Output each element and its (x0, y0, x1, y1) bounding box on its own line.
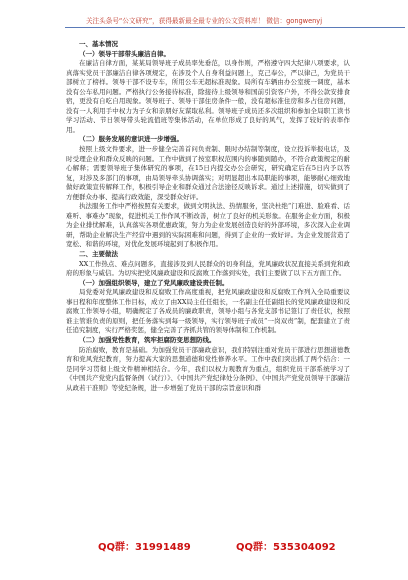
footer (0, 538, 408, 554)
body-paragraph: 防治腐败，教育是基础。为加强党员干部廉政意识，我们特别注重对党员干部进行思想道德教育和党风党纪教育，努力提高大家的思想道德和党性修养水平。工作中我们突出抓了两个结合：一是同学习贯彻上级文件精神相结合。今年，我们以权力观教育为重点，组织党员干部系统学习了《中国共产党党内监督条例（试行）》、《中国共产党纪律处分条例》、《中国共产党党员领导干部廉洁从政若干准则》等党纪条规，进一步增强了党员干部的宗旨意识和群 (66, 345, 350, 392)
subsection-heading: （二）加强党性教育，筑牢拒腐防变思想防线。 (79, 335, 216, 344)
subsection-heading: （一）领导干部带头廉洁自律。 (79, 49, 170, 58)
header-divider (65, 27, 405, 28)
body-paragraph: 按照上级文件要求，进一步健全完善首问负责制、限时办结制等制度，设立投诉举报电话，及时受理企业和群众反映的问题。工作中做到了按室职权范围内的事随到随办，不符合政策规定的耐心解释；需要领导班子集体研究的事项，在15日内提交办公会研究，研究确定后在5日内予以答复，对涉及多部门的事项，由局领导牵头协调落实；对明显超出本局职能的事项，能够耐心细致地做好政策宣传解释工作，积极引导企业和群众通过合法途径反映诉求。通过上述措施，切实做到了方便群众办事、提高行政效能，深受群众好评。 (66, 145, 350, 201)
body-paragraph: 执法服务工作中严格按照有关要求，做到文明执法、热情服务，坚决杜绝“门难进、脸难看、话难听、事难办”现象，促进机关工作作风不断改善，树立了良好的机关形象。在服务企业方面，积极为企业排忧解难，认真落实各项优惠政策，努力为企业发展创造良好的外部环境，多次深入企业调研，帮助企业解决生产经营中遇到的实际困难和问题，得到了企业的一致好评。为企业发展营造了宽松、和谐的环境，对优化发展环境起到了积极作用。 (66, 202, 350, 249)
body-paragraph: XX工作热点、难点问题多，直接涉及到人民群众的切身利益，党风廉政状况直接关系到党和政府的形象与威信。为切实把党风廉政建设和反腐败工作落到实处，我们主要做了以下五方面工作。 (66, 259, 350, 278)
promo-banner: 关注头条号“公文研究”，获得最新最全最专业的公文资料库！ 微信：gongwenyj (85, 17, 323, 25)
subsection-heading: （二）服务发展的意识进一步增强。 (79, 135, 183, 144)
qq-group-2: QQ群：535304092 (236, 542, 336, 553)
document-body (66, 40, 350, 393)
body-paragraph: 局党委对党风廉政建设和反腐败工作高度重视，把党风廉政建设和反腐败工作列入全局重要议事日程和年度整体工作目标，成立了由XX局主任任组长，一名副主任任副组长的党风廉政建设和反腐败工作领导小组，明确规定了各成员的廉政职责，领导小组与各党支部书记签订了责任状，按照谁主管谁负责的原则，把任务落实到每一级领导，实行领导班子成员“一岗双责”制，配套建立了责任追究制度，实行严格奖惩，健全完善了齐抓共管的领导体制和工作机制。 (66, 288, 350, 335)
subsection-heading: （一）加强组织领导，建立了党风廉政建设责任制。 (79, 278, 229, 287)
body-paragraph: 在廉洁自律方面，某某局领导班子成员率先垂范，以身作则，严格遵守四大纪律八项要求，认真落实党员干部廉洁自律各项规定，在涉及个人自身利益问题上，克己奉公，严以律己，为党员干部树立了榜样。领导干部不设专车，所用公车无超标准现象。局所有车辆由办公室统一调度，基本没有公车私用问题。严格执行公务接待标准，除接待上级领导和国前引资客户外，不得公款安排食宿，更没有自吃自用现象。领导班子、领导干部住房条件一般，没有超标准住房和多占住房问题，没有一人利用手中权力为子女和亲朋好友谋取私利。领导班子成员还多次组织和参加全局职工读书学习活动、节日领导带头轮流值班等集体活动，在单位形成了良好的风气，发挥了较好的表率作用。 (66, 59, 350, 134)
section-heading: 一、基本情况 (79, 40, 118, 48)
qq-group-1: QQ群：31991489 (98, 542, 191, 553)
section-heading: 二、主要做法 (79, 250, 118, 259)
